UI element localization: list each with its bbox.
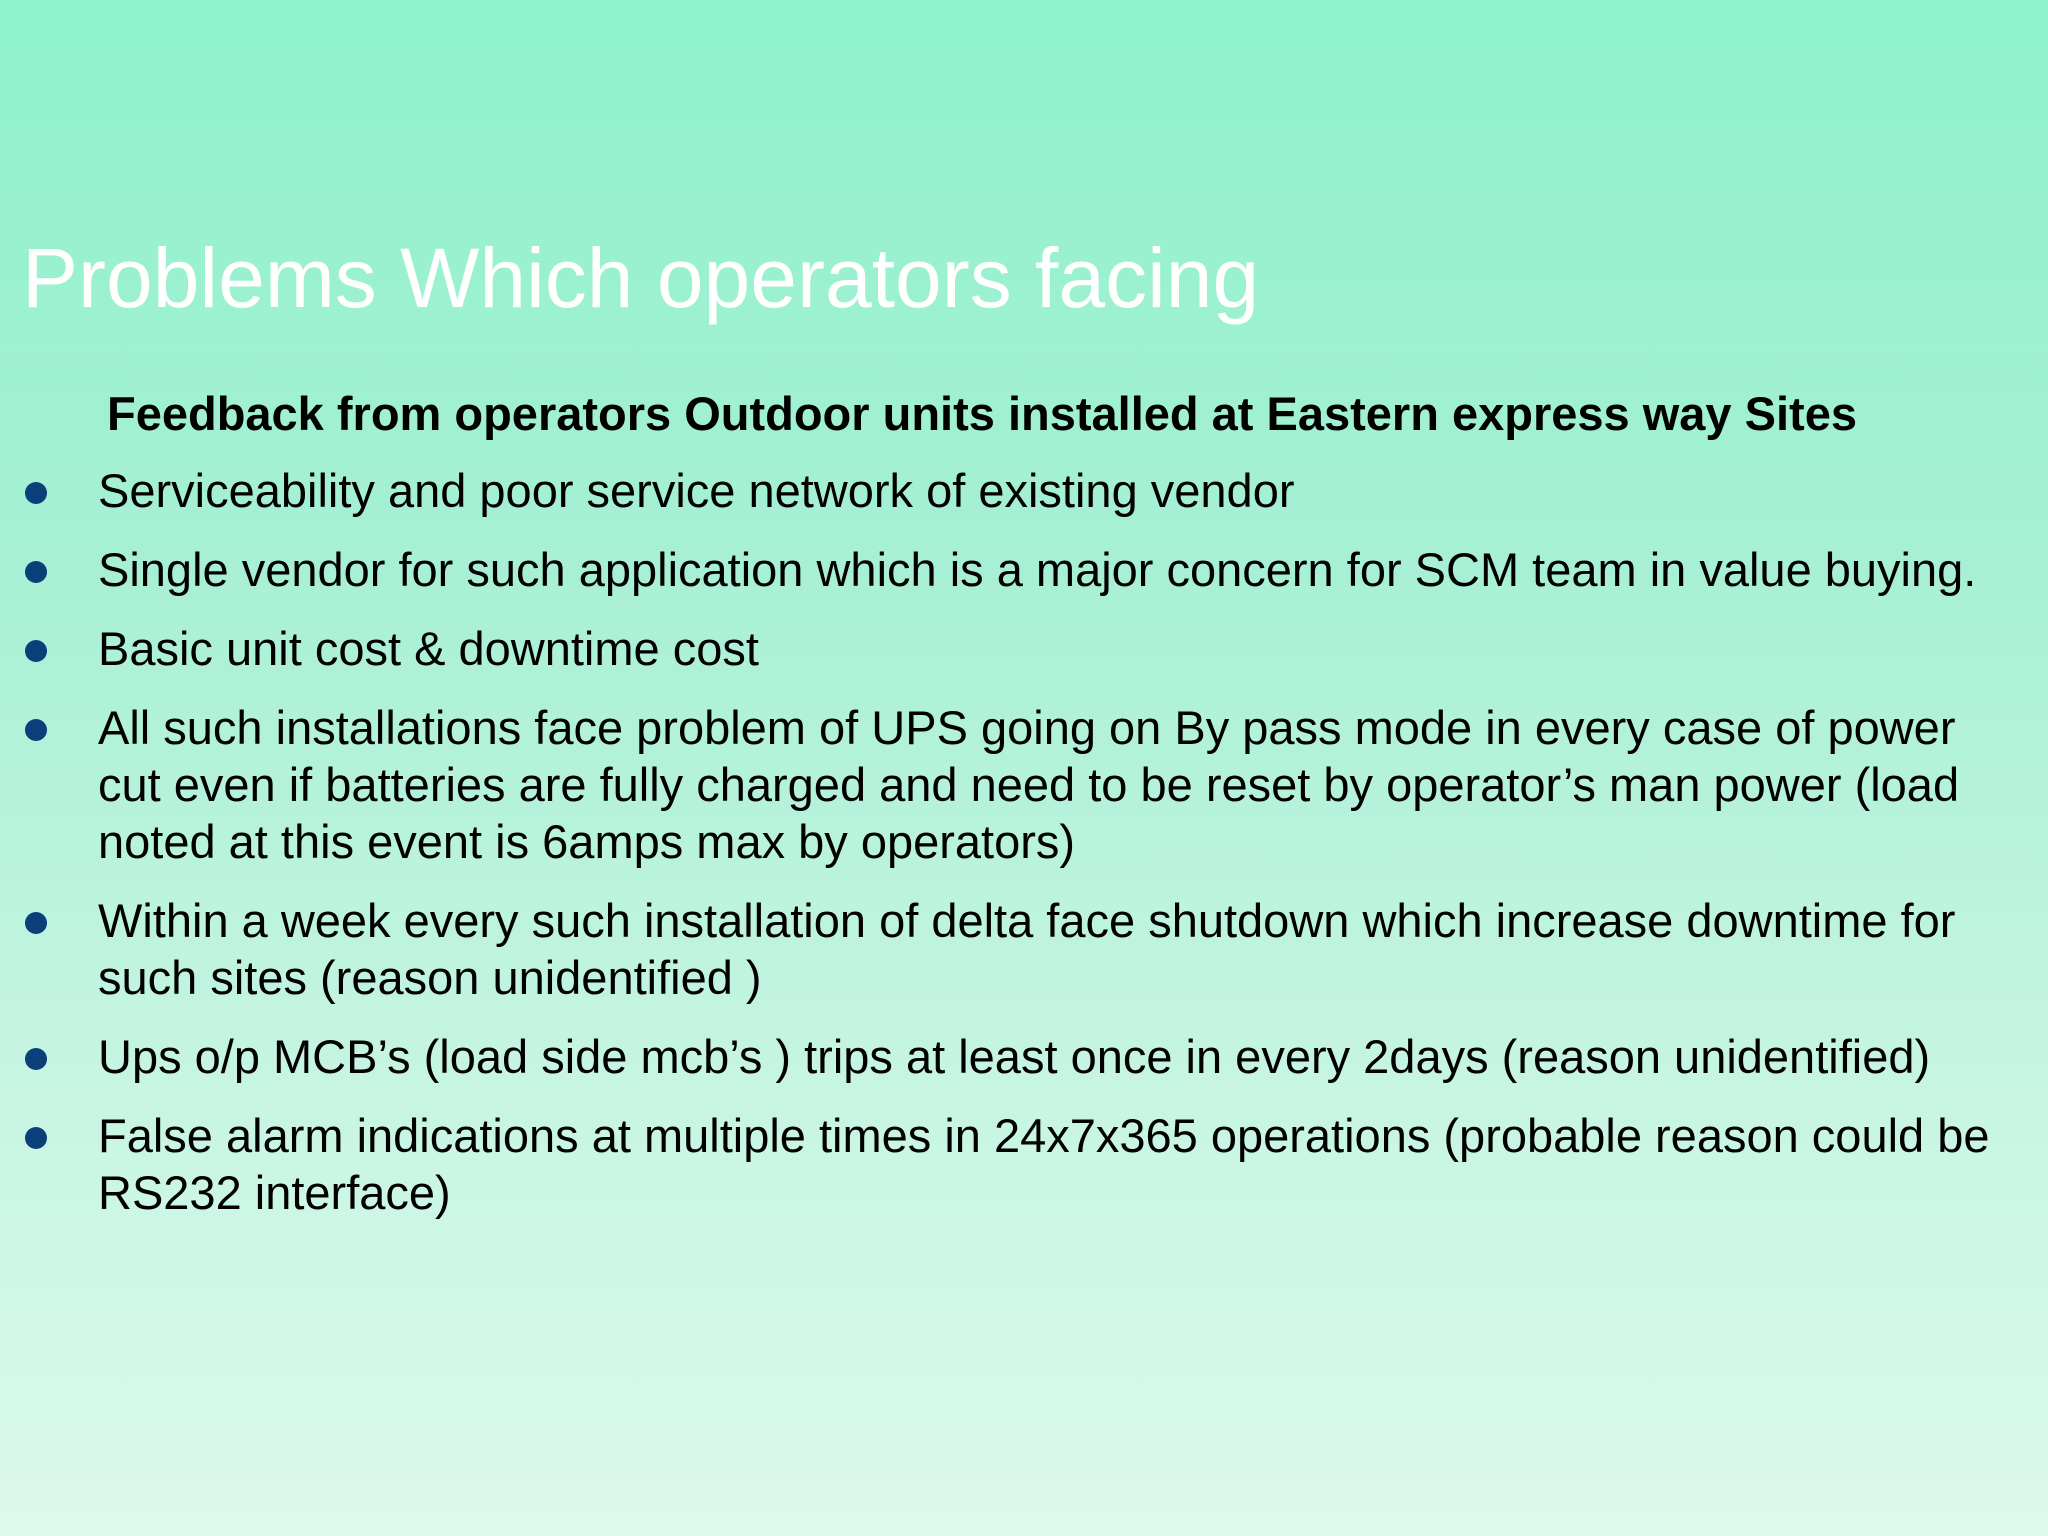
bullet-dot-icon: [25, 719, 47, 741]
bullet-text: Ups o/p MCB’s (load side mcb’s ) trips at least once in every 2days (reason unidentified): [98, 1030, 1931, 1083]
slide-subtitle: Feedback from operators Outdoor units installed at Eastern express way Sites: [107, 387, 1857, 440]
bullet-text: Single vendor for such application which is a major concern for SCM team in value buying.: [98, 543, 1977, 596]
bullet-item: [0, 1107, 2048, 1221]
bullet-dot-icon: [25, 482, 47, 504]
slide-title: Problems Which operators facing: [22, 231, 1260, 325]
bullet-item: [0, 620, 2048, 677]
bullet-item: [0, 541, 2048, 598]
bullet-dot-icon: [25, 640, 47, 662]
bullet-dot-icon: [25, 1048, 47, 1070]
bullet-dot-icon: [25, 1127, 47, 1149]
bullet-text: Within a week every such installation of delta face shutdown which increase downtime for such sites (reason unidentified ): [98, 894, 1956, 1004]
bullet-item: [0, 1028, 2048, 1085]
bullet-text: Basic unit cost & downtime cost: [98, 622, 759, 675]
bullet-item: [0, 892, 2048, 1006]
bullet-text: All such installations face problem of UPS going on By pass mode in every case of power cut even if batteries are fully charged and need to be reset by operator’s man power (load noted at this event is 6amps max by operators): [98, 701, 1960, 868]
bullet-text: False alarm indications at multiple times in 24x7x365 operations (probable reason could be RS232 interface): [98, 1109, 1990, 1219]
bullet-dot-icon: [25, 561, 47, 583]
bullet-item: [0, 699, 2048, 870]
bullet-dot-icon: [25, 912, 47, 934]
bullet-item: [0, 462, 2048, 519]
bullet-list: [0, 462, 2048, 1243]
bullet-text: Serviceability and poor service network of existing vendor: [98, 464, 1295, 517]
